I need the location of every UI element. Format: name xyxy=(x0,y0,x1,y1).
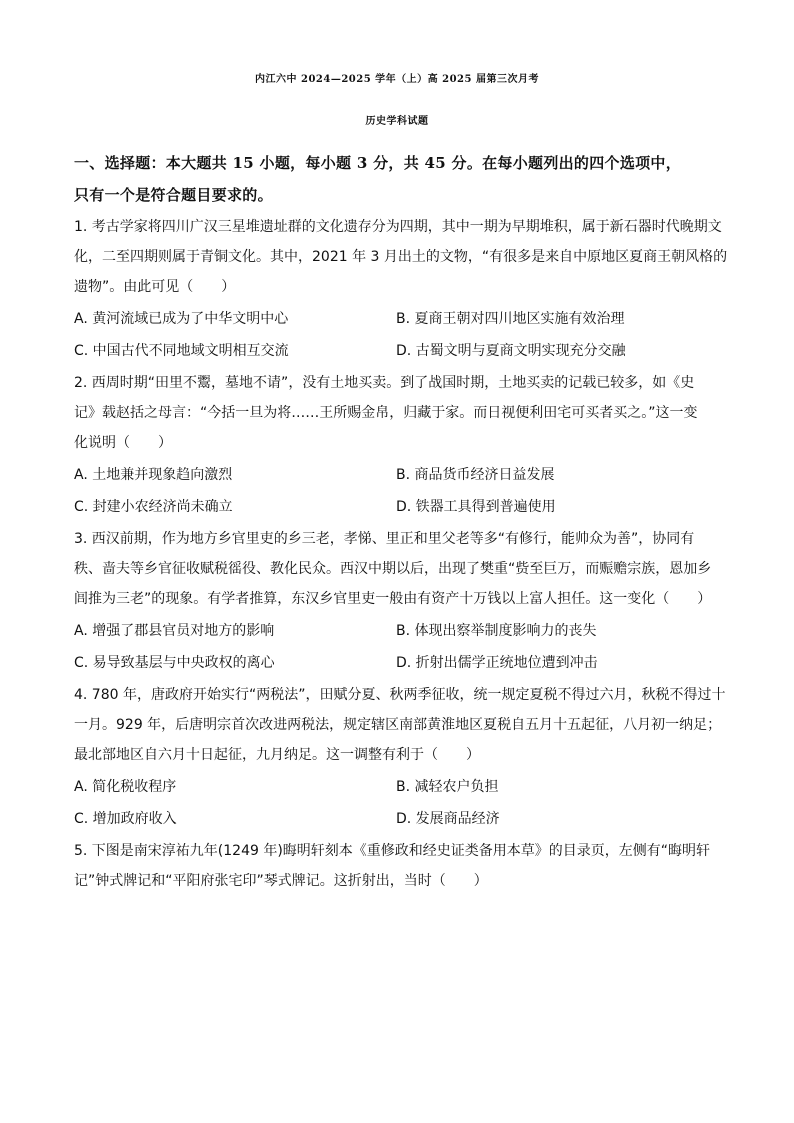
question-1-option-c: C. 中国古代不同地域文明相互交流 xyxy=(74,343,289,359)
question-4-option-a: A. 简化税收程序 xyxy=(74,779,177,795)
question-1-text: 化，二至四期则属于青铜文化。其中，2021 年 3 月出土的文物，“有很多是来自中原地区夏商王朝风格的 xyxy=(74,249,728,265)
question-1-text: 1. 考古学家将四川广汉三星堆遗址群的文化遗存分为四期，其中一期为早期堆积，属于新石器时代晚期文 xyxy=(74,219,722,235)
question-4-text: 一月。929 年，后唐明宗首次改进两税法，规定辖区南部黄淮地区夏税自五月十五起征，八月初一纳足； xyxy=(74,717,722,733)
question-2-option-c: C. 封建小农经济尚未确立 xyxy=(74,499,233,515)
question-4-option-d: D. 发展商品经济 xyxy=(396,811,500,827)
question-2-option-d: D. 铁器工具得到普遍使用 xyxy=(396,499,556,515)
question-2-text: 化说明（ ） xyxy=(74,435,172,451)
question-4-option-b: B. 减轻农户负担 xyxy=(396,779,499,795)
question-5-text: 5. 下图是南宋淳祐九年(1249 年)晦明轩刻本《重修政和经史证类备用本草》的目录页，左侧有“晦明轩 xyxy=(74,843,711,859)
page-title: 内江六中 2024—2025 学年（上）高 2025 届第三次月考 xyxy=(255,74,539,85)
section-instruction-line-2: 只有一个是符合题目要求的。 xyxy=(74,186,273,204)
question-3-option-a: A. 增强了郡县官员对地方的影响 xyxy=(74,623,275,639)
question-3-option-d: D. 折射出儒学正统地位遭到冲击 xyxy=(396,655,598,671)
question-1-text: 遗物”。由此可见（ ） xyxy=(74,279,236,295)
question-2-option-b: B. 商品货币经济日益发展 xyxy=(396,467,555,483)
question-4-text: 最北部地区自六月十日起征，九月纳足。这一调整有利于（ ） xyxy=(74,747,480,763)
question-1-option-b: B. 夏商王朝对四川地区实施有效治理 xyxy=(396,311,625,327)
question-3-text: 秩、啬夫等乡官征收赋税徭役、教化民众。西汉中期以后，出现了樊重“赀至巨万，而赈赡宗族，恩加乡 xyxy=(74,561,712,577)
question-3-option-b: B. 体现出察举制度影响力的丧失 xyxy=(396,623,597,639)
question-3-text: 闾推为三老”的现象。有学者推算，东汉乡官里吏一般由有资产十万钱以上富人担任。这一变化（ ） xyxy=(74,591,712,607)
page-subtitle: 历史学科试题 xyxy=(365,116,429,127)
question-3-text: 3. 西汉前期，作为地方乡官里吏的乡三老，孝悌、里正和里父老等多“有修行，能帅众为善”，协同有 xyxy=(74,531,695,547)
question-4-option-c: C. 增加政府收入 xyxy=(74,811,177,827)
question-2-text: 记》载赵括之母言：“今括一旦为将……王所赐金帛，归藏于家。而日视便利田宅可买者买之。”这一变 xyxy=(74,405,698,421)
question-3-option-c: C. 易导致基层与中央政权的离心 xyxy=(74,655,275,671)
section-instruction-line-1: 一、选择题：本大题共 15 小题，每小题 3 分，共 45 分。在每小题列出的四个选项中， xyxy=(74,154,682,172)
question-2-text: 2. 西周时期“田里不鬻，墓地不请”，没有土地买卖。到了战国时期，土地买卖的记载已较多，如《史 xyxy=(74,375,695,391)
question-4-text: 4. 780 年，唐政府开始实行“两税法”，田赋分夏、秋两季征收，统一规定夏税不得过六月，秋税不得过十 xyxy=(74,687,726,703)
question-1-option-d: D. 古蜀文明与夏商文明实现充分交融 xyxy=(396,343,626,359)
question-2-option-a: A. 土地兼并现象趋向激烈 xyxy=(74,467,233,483)
question-5-text: 记”钟式牌记和“平阳府张宅印”琴式牌记。这折射出，当时（ ） xyxy=(74,873,488,889)
question-1-option-a: A. 黄河流域已成为了中华文明中心 xyxy=(74,311,289,327)
